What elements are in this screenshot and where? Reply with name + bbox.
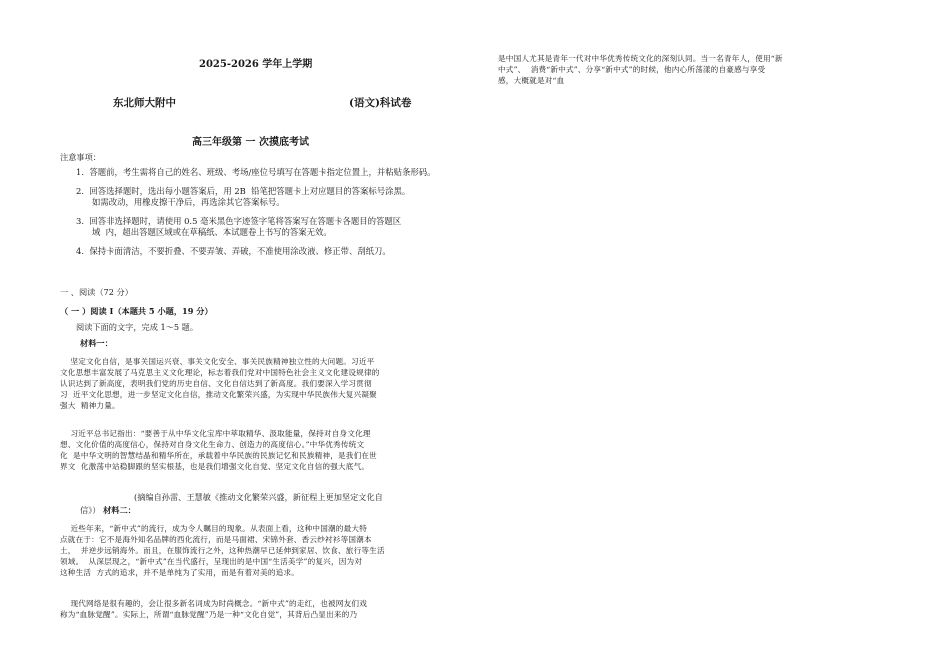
instruction: 阅读下面的文字，完成 1～5 题。: [76, 322, 199, 332]
right-column-text: [498, 53, 783, 86]
source-citation: (摘编自孙雷、王慧敏《推动文化繁荣兴盛，新征程上更加坚定文化自: [134, 492, 383, 502]
paragraph-line: 化 是中华文明的智慧结晶和精华所在，承载着中华民族的民族记忆和民族精神，是我们在世: [60, 451, 377, 460]
paragraph-line: 界文 化激荡中站稳脚跟的坚实根基，也是我们增强文化自觉、坚定文化自信的强大底气。: [60, 462, 370, 471]
notice-item: [76, 246, 436, 257]
notice-list: [76, 167, 436, 265]
paragraph-line: 习 近平文化思想，进一步坚定文化自信，推动文化繁荣兴盛，为实现中华民族伟大复兴凝聚: [60, 390, 377, 399]
notice-line: 2. 回答选择题时，选出每小题答案后，用 2B 铅笔把答题卡上对应题目的答案标号涂黑。: [76, 186, 411, 196]
paragraph-line: 领域。 从深层现之，“新中式”在当代盛行，呈现出的是中国“生活美学”的复兴，因为对: [60, 557, 363, 566]
subsection-title: （ 一 ）阅读 I（本题共 5 小题，19 分）: [60, 306, 213, 316]
paragraph-line: 强大 精神力量。: [60, 401, 120, 410]
school-name: 东北师大附中: [113, 97, 176, 109]
paragraph-line: 坚定文化自信，是事关国运兴衰、事关文化安全、事关民族精神独立性的大问题。习近平: [60, 357, 375, 366]
paragraph-line: 点就在于：它不是海外知名品牌的西化流行，而是马面裙、宋锦外套、香云纱衬衫等国潮本: [60, 535, 372, 544]
material-one-para-2: [60, 428, 377, 472]
paragraph-line: 这种生活 方式的追求，并不是单纯为了实用，而是有着对美的追求。: [60, 568, 300, 577]
paragraph-line: 中式”、 消费“新中式”、分享“新中式”的时候，他内心所荡漾的自豪感与享受: [498, 65, 766, 74]
material-two-para-1: [60, 523, 385, 578]
paragraph-line: 想、文化价值的高度信心，保持对自身文化生命力、创造力的高度信心。”中华优秀传统文: [60, 440, 365, 449]
section-title: 一 、阅读（72 分）: [60, 287, 133, 297]
exam-title: 高三年级第 一 次摸底考试: [192, 137, 309, 148]
paragraph-line: 文化思想丰富发展了马克思主义文化理论，标志着我们党对中国特色社会主义文化建设规律的: [60, 368, 380, 377]
notice-item: [76, 167, 436, 178]
paragraph-line: 感，大概就是对“血: [498, 76, 565, 85]
material-one-label: 材料一：: [80, 338, 113, 348]
paragraph-line: 认识达到了新高度，表明我们党的历史自信、文化自信达到了新高度。我们要深入学习贯彻: [60, 379, 372, 388]
subject-title: (语文)科试卷: [349, 97, 412, 109]
notice-title: 注意事项：: [60, 152, 101, 162]
notice-item: [76, 216, 436, 238]
notice-line: 4. 保持卡面清洁，不要折叠、不要弄皱、弄破，不准使用涂改液、修正带、刮纸刀。: [76, 246, 391, 256]
source-citation-end: [80, 505, 136, 516]
notice-line: 1. 答题前，考生需将自己的姓名、班级、考场/座位号填写在答题卡指定位置上，并粘贴条形码。: [76, 167, 436, 177]
source-citation-tail: 信》）: [80, 505, 101, 515]
material-two-label: 材料二：: [103, 505, 136, 515]
paragraph-line: 习近平总书记指出：“要善于从中华文化宝库中萃取精华、汲取能量，保持对自身文化理: [60, 429, 371, 438]
paragraph-line: 土， 并逆步远销海外。而且，在服饰流行之外，这种热潮早已延伸到家居、饮食、旅行等生活: [60, 546, 385, 555]
material-one-para-1: [60, 356, 380, 411]
notice-line: 域 内，超出答题区域或在草稿纸、本试题卷上书写的答案无效。: [76, 227, 332, 237]
notice-line: 3. 回答非选择题时，请使用 0.5 毫米黑色字迹签字笔将答案写在答题卡各题目的答题区: [76, 216, 402, 226]
paragraph-line: 是中国人尤其是青年一代对中华优秀传统文化的深刻认同。当一名青年人，使用“新: [498, 54, 783, 63]
term-title: 2025-2026 学年上学期: [199, 59, 313, 70]
notice-item: [76, 186, 436, 208]
paragraph-line: 近些年来，“新中式”的流行，成为令人瞩目的现象。从表面上看，这种中国潮的最大特: [60, 524, 367, 533]
paragraph-line: 称为“血脉觉醒”。实际上，所谓“血脉觉醒”乃是一种“文化自觉”，其背后凸显出来的乃: [60, 610, 358, 619]
paragraph-line: 现代网络是很有趣的，会让很多新名词成为时尚概念。“新中式”的走红，也被网友们戏: [60, 599, 367, 608]
material-two-para-2: [60, 598, 367, 620]
notice-line: 如需改动，用橡皮擦干净后，再选涂其它答案标号。: [76, 197, 285, 207]
